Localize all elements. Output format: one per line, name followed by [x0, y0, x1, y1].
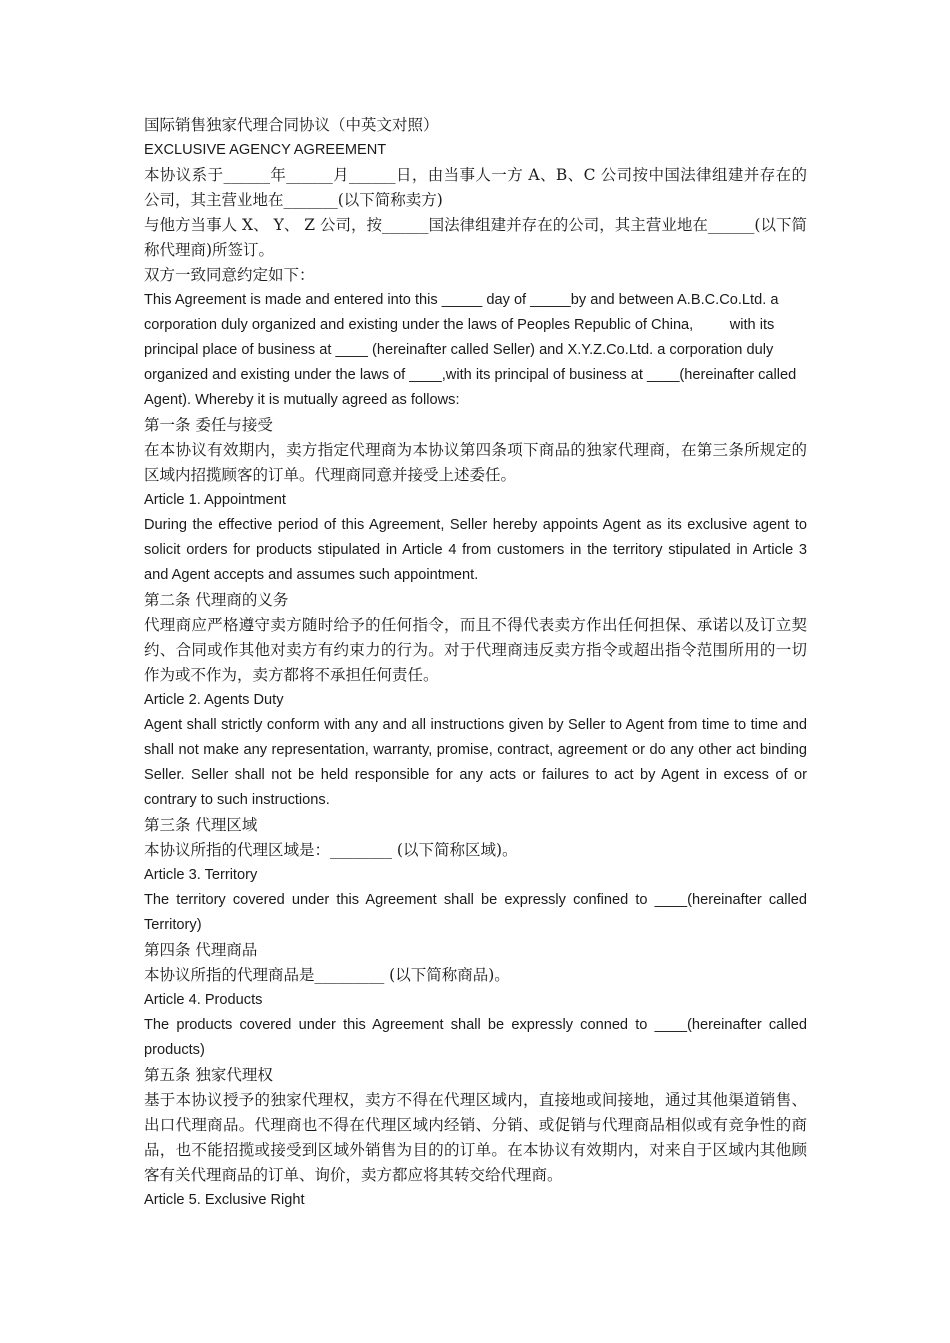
article-3-body-zh: 本协议所指的代理区域是：________ (以下简称区域)。 [144, 841, 518, 859]
intro-paragraph-zh-1: 本协议系于______年______月______日，由当事人一方 A、B、C 公司按中国法律组建并存在的公司，其主营业地在_______(以下简称卖方) [144, 166, 807, 209]
article-4-heading-zh: 第四条 代理商品 [144, 941, 258, 959]
document-title-zh: 国际销售独家代理合同协议（中英文对照） [144, 116, 439, 134]
article-3-heading-zh: 第三条 代理区域 [144, 816, 258, 834]
intro-paragraph-zh-2: 与他方当事人 X、 Y、 Z 公司，按______国法律组建并存在的公司，其主营业地在______(以下简称代理商)所签订。 [144, 216, 807, 259]
article-4-body-en: The products covered under this Agreement shall be expressly conned to ____(hereinafter called products) [144, 1017, 812, 1058]
article-4-heading-en: Article 4. Products [144, 992, 263, 1008]
intro-paragraph-zh-3: 双方一致同意约定如下： [144, 266, 315, 284]
article-2-body-en: Agent shall strictly conform with any and all instructions given by Seller to Agent from time to time and shall not make any representation, warranty, promise, contract, agreement or do any other act binding Seller. Seller shall not be held responsible for any acts or failures to act by Agent in excess of or contrary to such instructions. [144, 717, 812, 808]
article-5-body-zh: 基于本协议授予的独家代理权，卖方不得在代理区域内，直接地或间接地，通过其他渠道销售、出口代理商品。代理商也不得在代理区域内经销、分销、或促销与代理商品相似或有竞争性的商品，也不能招揽或接受到区域外销售为目的的订单。在本协议有效期内，对来自于区域内其他顾客有关代理商品的订单、询价，卖方都应将其转交给代理商。 [144, 1091, 807, 1184]
article-5-heading-en: Article 5. Exclusive Right [144, 1192, 305, 1208]
article-1-heading-zh: 第一条 委任与接受 [144, 416, 273, 434]
article-1-body-zh: 在本协议有效期内，卖方指定代理商为本协议第四条项下商品的独家代理商，在第三条所规定的区域内招揽顾客的订单。代理商同意并接受上述委任。 [144, 441, 807, 484]
article-2-heading-zh: 第二条 代理商的义务 [144, 591, 289, 609]
article-2-body-zh: 代理商应严格遵守卖方随时给予的任何指令，而且不得代表卖方作出任何担保、承诺以及订立契约、合同或作其他对卖方有约束力的行为。对于代理商违反卖方指令或超出指令范围所用的一切作为或不作为，卖方都将不承担任何责任。 [144, 616, 807, 684]
article-3-heading-en: Article 3. Territory [144, 867, 258, 883]
article-4-body-zh: 本协议所指的代理商品是_________ (以下简称商品)。 [144, 966, 510, 984]
intro-paragraph-en: This Agreement is made and entered into this _____ day of _____by and between A.B.C.Co.Ltd. a corporation duly organized and existing under the laws of Peoples Republic of China, with its principal place of business at ____ (hereinafter called Seller) and X.Y.Z.Co.Ltd. a corporation duly organized and existing under the laws of ____,with its principal of business at ____(hereinafter called Agent). Whereby it is mutually agreed as follows: [144, 292, 800, 408]
article-1-body-en: During the effective period of this Agreement, Seller hereby appoints Agent as its exclusive agent to solicit orders for products stipulated in Article 4 from customers in the territory stipulated in Article 3 and Agent accepts and assumes such appointment. [144, 517, 812, 583]
document-title-en: EXCLUSIVE AGENCY AGREEMENT [144, 142, 387, 158]
document-page [144, 113, 812, 1213]
article-5-heading-zh: 第五条 独家代理权 [144, 1066, 273, 1084]
article-1-heading-en: Article 1. Appointment [144, 492, 286, 508]
article-2-heading-en: Article 2. Agents Duty [144, 692, 284, 708]
article-3-body-en: The territory covered under this Agreement shall be expressly confined to ____(hereinafter called Territory) [144, 892, 811, 933]
